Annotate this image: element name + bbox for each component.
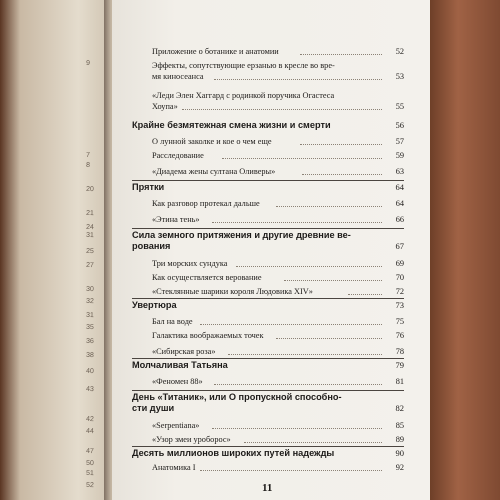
toc-entry-page: 89 <box>395 435 404 444</box>
dot-leader <box>182 109 382 110</box>
toc-entry-title-cont: мя киносеанса <box>152 72 204 81</box>
left-page-number: 35 <box>85 323 94 332</box>
left-page-number: 21 <box>85 209 94 218</box>
left-page-number: 52 <box>85 481 94 490</box>
toc-entry <box>152 46 404 57</box>
left-page-number: 9 <box>85 59 91 68</box>
page-number: 11 <box>262 482 273 494</box>
toc-entry <box>152 286 404 297</box>
toc-entry <box>152 198 404 209</box>
left-page-number: 7 <box>85 151 91 160</box>
toc-entry <box>152 462 404 473</box>
toc-section-heading <box>132 182 404 193</box>
toc-entry <box>152 272 404 283</box>
section-divider <box>132 446 404 447</box>
toc-entry-title: Расследование <box>152 151 204 160</box>
dot-leader <box>300 54 382 55</box>
toc-entry <box>152 150 404 161</box>
dot-leader <box>228 354 382 355</box>
section-divider <box>132 180 404 181</box>
left-page-number: 8 <box>85 161 91 170</box>
section-title: День «Титаник», или О пропускной способно- <box>132 392 342 402</box>
toc-entry-title: Три морских сундука <box>152 259 228 268</box>
toc-entry-title: Бал на воде <box>152 317 193 326</box>
left-page-number: 25 <box>85 247 94 256</box>
toc-entry-title: Анатомика I <box>152 463 196 472</box>
toc-entry-page: 55 <box>395 102 404 111</box>
section-divider <box>132 390 404 391</box>
toc-entry-title: Как разговор протекал дальше <box>152 199 260 208</box>
left-page-number: 44 <box>85 427 94 436</box>
toc-entry-page: 64 <box>395 199 404 208</box>
section-page: 56 <box>395 120 404 130</box>
left-page-number: 50 <box>85 459 94 468</box>
left-page-number: 31 <box>85 231 94 240</box>
section-divider <box>132 228 404 229</box>
dot-leader <box>300 144 382 145</box>
section-title: Сила земного притяжения и другие древние ве- <box>132 230 351 240</box>
toc-entry <box>152 376 404 387</box>
section-divider <box>132 298 404 299</box>
section-title: Прятки <box>132 182 165 192</box>
section-page: 67 <box>395 241 404 251</box>
dot-leader <box>236 266 382 267</box>
section-title-cont: рования <box>132 241 171 251</box>
toc-entry-page: 81 <box>395 377 404 386</box>
left-page-number: 27 <box>85 261 94 270</box>
toc-entry-title: «Стеклянные шарики короля Людовика XIV» <box>152 287 313 296</box>
section-page: 82 <box>395 403 404 413</box>
left-page-number: 43 <box>85 385 94 394</box>
section-page: 79 <box>395 360 404 370</box>
dot-leader <box>212 222 382 223</box>
left-page-number: 20 <box>85 185 94 194</box>
section-page: 90 <box>395 448 404 458</box>
toc-entry-page: 63 <box>395 167 404 176</box>
toc-entry-title: Эффекты, сопутствующие ерзанью в кресле во вре- <box>152 61 335 70</box>
section-title: Увертюра <box>132 300 177 310</box>
toc-entry <box>152 420 404 431</box>
toc-entry-title: «Этина тень» <box>152 215 200 224</box>
dot-leader <box>200 324 382 325</box>
toc-entry-title: Галактика воображаемых точек <box>152 331 264 340</box>
toc-section-heading <box>132 360 404 371</box>
toc-entry-title: «Диадема жены султана Оливеры» <box>152 167 276 176</box>
left-page-number: 38 <box>85 351 94 360</box>
book-page <box>112 0 430 500</box>
toc-entry-page: 70 <box>395 273 404 282</box>
toc-section-heading <box>132 448 404 459</box>
toc-section-heading <box>132 120 404 131</box>
left-page-number: 42 <box>85 415 94 424</box>
toc-entry-page: 76 <box>395 331 404 340</box>
toc-entry-title: «Сибирская роза» <box>152 347 216 356</box>
dot-leader <box>214 79 382 80</box>
dot-leader <box>212 428 382 429</box>
dot-leader <box>276 206 382 207</box>
section-title: Крайне безмятежная смена жизни и смерти <box>132 120 331 130</box>
toc-entry <box>152 346 404 357</box>
toc-entry <box>152 90 404 112</box>
toc-entry-page: 53 <box>395 72 404 81</box>
left-page-number: 24 <box>85 223 94 232</box>
toc-entry-title: «Феномен 88» <box>152 377 203 386</box>
section-page: 73 <box>395 300 404 310</box>
toc-section-heading <box>132 230 404 252</box>
dot-leader <box>348 294 382 295</box>
toc-entry-title: «Serpentiana» <box>152 421 200 430</box>
section-title: Десять миллионов широких путей надежды <box>132 448 335 458</box>
toc-entry-page: 85 <box>395 421 404 430</box>
dot-leader <box>244 442 382 443</box>
toc-entry-page: 66 <box>395 215 404 224</box>
dot-leader <box>214 384 382 385</box>
toc-entry <box>152 330 404 341</box>
section-title: Молчаливая Татьяна <box>132 360 228 370</box>
left-page-number: 51 <box>85 469 94 478</box>
toc-entry-page: 72 <box>395 287 404 296</box>
toc-entry-title: «Узор змеи уроборос» <box>152 435 231 444</box>
section-page: 64 <box>395 182 404 192</box>
dot-leader <box>302 174 382 175</box>
section-title-cont: сти души <box>132 403 175 413</box>
left-page-number: 40 <box>85 367 94 376</box>
toc-entry-page: 75 <box>395 317 404 326</box>
toc-entry-title: «Леди Элен Хаггард с родинкой поручика Огастеса <box>152 91 335 100</box>
toc-entry-page: 92 <box>395 463 404 472</box>
dot-leader <box>276 338 382 339</box>
toc-entry <box>152 434 404 445</box>
dot-leader <box>222 158 382 159</box>
toc-entry-title: Приложение о ботанике и анатомии <box>152 47 279 56</box>
left-page-edge <box>0 0 112 500</box>
toc-entry-page: 57 <box>395 137 404 146</box>
toc-entry <box>152 214 404 225</box>
toc-section-heading <box>132 300 404 311</box>
left-page-number: 47 <box>85 447 94 456</box>
toc-entry-title-cont: Хоупа» <box>152 102 178 111</box>
left-page-number: 31 <box>85 311 94 320</box>
book-cover-edge <box>430 0 500 500</box>
toc-entry <box>152 316 404 327</box>
left-page-number: 36 <box>85 337 94 346</box>
toc-entry-page: 52 <box>395 47 404 56</box>
toc-entry <box>152 258 404 269</box>
toc-entry <box>152 60 404 82</box>
toc-entry <box>152 136 404 147</box>
toc-entry-page: 69 <box>395 259 404 268</box>
toc-entry-page: 78 <box>395 347 404 356</box>
dot-leader <box>200 470 382 471</box>
toc-entry-title: Как осуществляется верование <box>152 273 262 282</box>
toc-entry-title: О лунной заколке и кое о чем еще <box>152 137 272 146</box>
left-page-number: 30 <box>85 285 94 294</box>
toc-section-heading <box>132 392 404 414</box>
toc-entry-page: 59 <box>395 151 404 160</box>
section-divider <box>132 358 404 359</box>
dot-leader <box>284 280 382 281</box>
left-page-number: 32 <box>85 297 94 306</box>
toc-entry <box>152 166 404 177</box>
